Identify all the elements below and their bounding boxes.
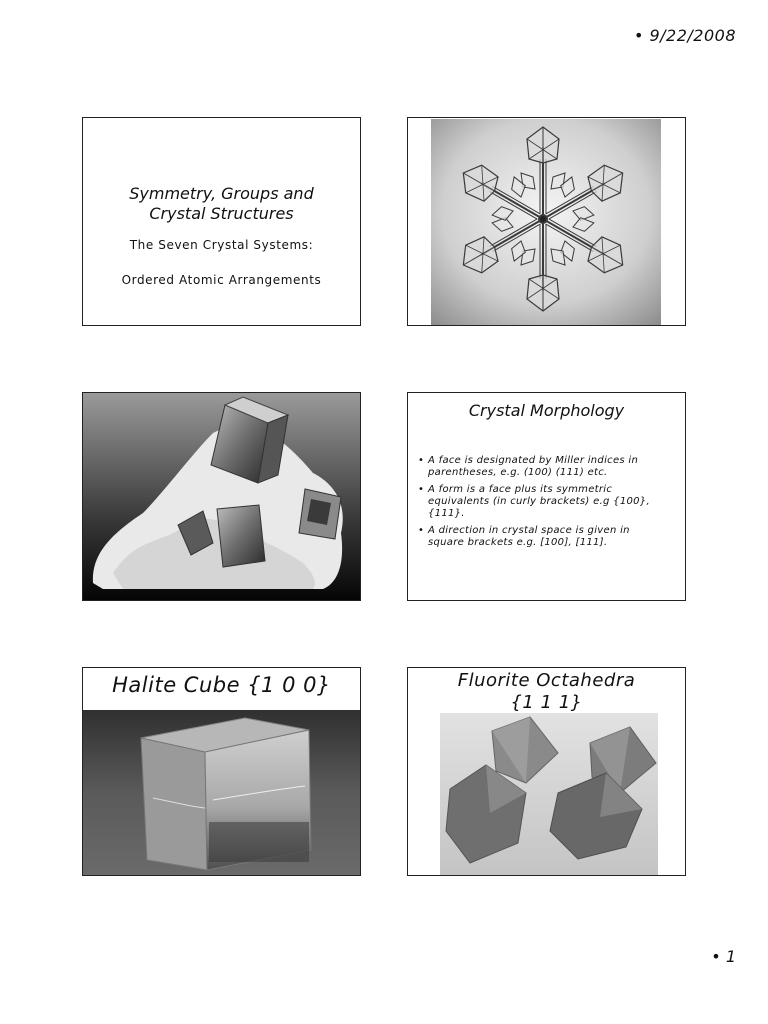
slide-subtitle-2: Ordered Atomic Arrangements (121, 273, 322, 287)
fluorite-title-line-1: Fluorite Octahedra (457, 670, 636, 691)
bullet-form: • A form is a face plus its symmetric equivalents (in curly brackets) e.g {100}, {111}. (418, 484, 665, 520)
slide-fluorite-octahedra (407, 667, 686, 876)
slide-snowflake (407, 117, 686, 326)
morphology-bullet-list (418, 455, 665, 554)
bullet-direction: • A direction in crystal space is given in square brackets e.g. [100], [111]. (418, 525, 665, 549)
slide-halite-cube (82, 667, 361, 876)
fluorite-octahedra-photo (440, 713, 658, 875)
halite-title: Halite Cube {1 0 0} (112, 673, 331, 697)
halite-cube-photo (83, 710, 360, 875)
slide-title-heading (83, 184, 360, 224)
slide-crystal-morphology (407, 392, 686, 601)
page-number: • 1 (711, 947, 736, 966)
title-line-1: Symmetry, Groups and (129, 184, 314, 203)
bullet-miller-indices: • A face is designated by Miller indices in parentheses, e.g. (100) (111) etc. (418, 455, 665, 479)
morphology-title: Crystal Morphology (468, 401, 625, 420)
title-line-2: Crystal Structures (149, 204, 294, 223)
fluorite-title-line-2: {1 1 1} (510, 692, 583, 713)
slide-subtitle-1: The Seven Crystal Systems: (129, 238, 314, 252)
page-date: • 9/22/2008 (633, 26, 736, 45)
snowflake-photo (431, 119, 661, 325)
pyrite-cubes-photo (83, 393, 360, 600)
slide-title (82, 117, 361, 326)
slide-pyrite (82, 392, 361, 601)
fluorite-title (408, 670, 685, 714)
